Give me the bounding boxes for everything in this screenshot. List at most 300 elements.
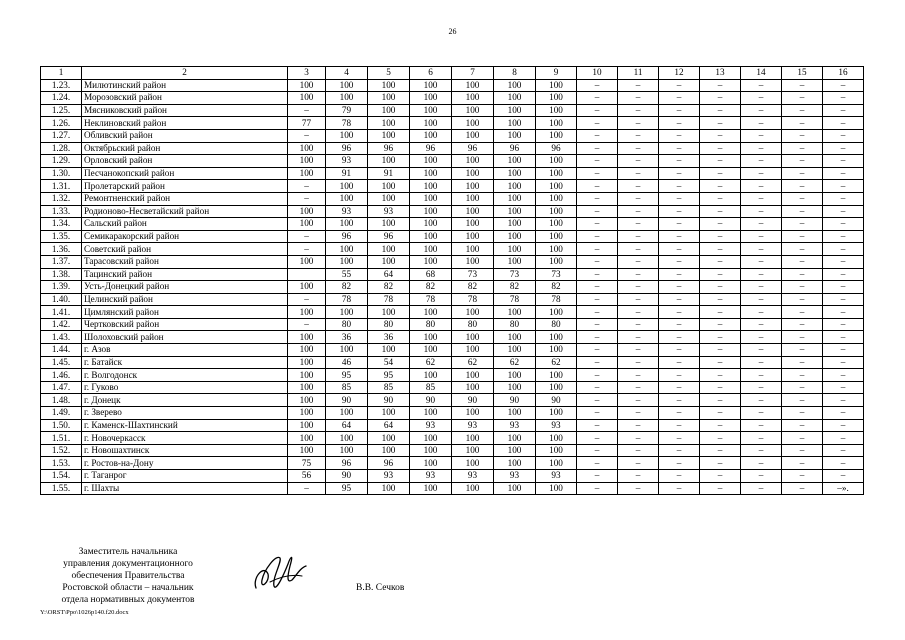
value-cell: 100 (536, 218, 577, 231)
value-cell: 78 (326, 117, 368, 130)
value-cell: – (700, 432, 741, 445)
value-cell: 100 (288, 381, 326, 394)
value-cell: – (782, 356, 823, 369)
table-row (41, 318, 864, 331)
district-name: г. Гуково (82, 381, 288, 394)
value-cell: – (741, 192, 782, 205)
row-number: 1.36. (41, 243, 82, 256)
table-row (41, 419, 864, 432)
value-cell: – (700, 369, 741, 382)
value-cell: – (659, 230, 700, 243)
value-cell: – (618, 117, 659, 130)
value-cell: – (823, 180, 864, 193)
table-row (41, 104, 864, 117)
value-cell: 100 (410, 306, 452, 319)
value-cell: – (741, 104, 782, 117)
value-cell: – (700, 293, 741, 306)
row-number: 1.37. (41, 255, 82, 268)
row-number: 1.33. (41, 205, 82, 218)
value-cell: 36 (368, 331, 410, 344)
value-cell: – (577, 167, 618, 180)
value-cell: – (577, 470, 618, 483)
value-cell: 62 (410, 356, 452, 369)
value-cell: 100 (288, 92, 326, 105)
value-cell: – (823, 318, 864, 331)
value-cell: – (659, 92, 700, 105)
value-cell: 100 (452, 180, 494, 193)
table-row (41, 344, 864, 357)
district-name: г. Волгодонск (82, 369, 288, 382)
value-cell: 100 (494, 92, 536, 105)
value-cell: – (618, 255, 659, 268)
value-cell: 100 (326, 180, 368, 193)
value-cell: – (823, 104, 864, 117)
value-cell: – (741, 205, 782, 218)
value-cell: 100 (494, 205, 536, 218)
value-cell: 93 (368, 470, 410, 483)
value-cell: – (741, 79, 782, 92)
value-cell: 100 (288, 205, 326, 218)
value-cell: – (659, 432, 700, 445)
row-number: 1.47. (41, 381, 82, 394)
value-cell: – (577, 394, 618, 407)
value-cell: 100 (536, 79, 577, 92)
value-cell: – (659, 79, 700, 92)
row-number: 1.44. (41, 344, 82, 357)
value-cell: 100 (288, 306, 326, 319)
district-name: Цимлянский район (82, 306, 288, 319)
value-cell: – (782, 129, 823, 142)
value-cell: –». (823, 482, 864, 495)
value-cell: – (782, 192, 823, 205)
value-cell: – (782, 180, 823, 193)
value-cell: – (577, 104, 618, 117)
value-cell: 96 (326, 457, 368, 470)
district-name: Обливский район (82, 129, 288, 142)
value-cell: – (700, 444, 741, 457)
value-cell: 73 (452, 268, 494, 281)
value-cell: 82 (494, 281, 536, 294)
value-cell: 62 (494, 356, 536, 369)
value-cell: – (618, 407, 659, 420)
value-cell: – (823, 444, 864, 457)
value-cell: 100 (410, 432, 452, 445)
value-cell: – (659, 117, 700, 130)
value-cell: 77 (288, 117, 326, 130)
value-cell: 93 (368, 205, 410, 218)
value-cell: 96 (368, 230, 410, 243)
value-cell: 100 (494, 167, 536, 180)
value-cell: 78 (536, 293, 577, 306)
value-cell: – (700, 79, 741, 92)
district-name: Советский район (82, 243, 288, 256)
value-cell: – (618, 129, 659, 142)
value-cell: – (700, 117, 741, 130)
value-cell: 96 (536, 142, 577, 155)
row-number: 1.39. (41, 281, 82, 294)
value-cell: 100 (410, 243, 452, 256)
value-cell: – (700, 331, 741, 344)
value-cell: – (741, 243, 782, 256)
value-cell: – (659, 268, 700, 281)
value-cell: – (618, 381, 659, 394)
value-cell: 80 (494, 318, 536, 331)
table-row (41, 293, 864, 306)
value-cell: – (700, 205, 741, 218)
value-cell: 100 (452, 444, 494, 457)
value-cell: – (782, 457, 823, 470)
value-cell: – (741, 218, 782, 231)
row-number: 1.53. (41, 457, 82, 470)
value-cell: 100 (368, 192, 410, 205)
value-cell: 91 (326, 167, 368, 180)
value-cell: 90 (410, 394, 452, 407)
value-cell: 95 (326, 369, 368, 382)
value-cell: – (659, 419, 700, 432)
table-row (41, 432, 864, 445)
value-cell: 95 (326, 482, 368, 495)
table-row (41, 444, 864, 457)
district-name: г. Батайск (82, 356, 288, 369)
value-cell: 100 (452, 243, 494, 256)
value-cell: – (741, 331, 782, 344)
value-cell: 93 (494, 470, 536, 483)
value-cell: – (823, 419, 864, 432)
column-header: 15 (782, 67, 823, 80)
value-cell: 100 (494, 444, 536, 457)
value-cell: 100 (494, 381, 536, 394)
row-number: 1.38. (41, 268, 82, 281)
value-cell: 82 (368, 281, 410, 294)
value-cell: 100 (410, 444, 452, 457)
district-name: г. Новочеркасск (82, 432, 288, 445)
value-cell: 100 (536, 457, 577, 470)
value-cell: 100 (368, 92, 410, 105)
value-cell: – (659, 344, 700, 357)
value-cell: – (618, 331, 659, 344)
value-cell: – (823, 92, 864, 105)
value-cell: 90 (494, 394, 536, 407)
data-table (40, 66, 864, 495)
value-cell: – (741, 142, 782, 155)
value-cell (288, 268, 326, 281)
value-cell: 80 (326, 318, 368, 331)
value-cell: 78 (410, 293, 452, 306)
value-cell: – (700, 142, 741, 155)
district-name: г. Новошахтинск (82, 444, 288, 457)
value-cell: 100 (536, 92, 577, 105)
district-name: г. Таганрог (82, 470, 288, 483)
value-cell: 93 (326, 155, 368, 168)
value-cell: 100 (368, 482, 410, 495)
value-cell: 100 (368, 180, 410, 193)
district-name: Октябрьский район (82, 142, 288, 155)
value-cell: – (741, 344, 782, 357)
value-cell: 100 (536, 180, 577, 193)
value-cell: 100 (326, 92, 368, 105)
value-cell: 100 (452, 218, 494, 231)
value-cell: 90 (452, 394, 494, 407)
value-cell: – (782, 293, 823, 306)
value-cell: 93 (452, 419, 494, 432)
value-cell: – (823, 470, 864, 483)
value-cell: 100 (410, 482, 452, 495)
value-cell: – (782, 344, 823, 357)
value-cell: 100 (410, 230, 452, 243)
value-cell: 100 (452, 230, 494, 243)
value-cell: 100 (494, 243, 536, 256)
table-row (41, 381, 864, 394)
value-cell: – (741, 255, 782, 268)
value-cell: – (577, 482, 618, 495)
value-cell: 100 (536, 381, 577, 394)
value-cell: – (700, 394, 741, 407)
value-cell: – (782, 318, 823, 331)
value-cell: 73 (494, 268, 536, 281)
district-name: г. Азов (82, 344, 288, 357)
value-cell: 100 (326, 344, 368, 357)
value-cell: – (577, 117, 618, 130)
value-cell: – (618, 230, 659, 243)
value-cell: – (659, 331, 700, 344)
value-cell: – (577, 192, 618, 205)
value-cell: 64 (326, 419, 368, 432)
value-cell: – (823, 218, 864, 231)
value-cell: 100 (326, 407, 368, 420)
value-cell: – (700, 129, 741, 142)
value-cell: – (782, 369, 823, 382)
value-cell: – (782, 92, 823, 105)
value-cell: 56 (288, 470, 326, 483)
value-cell: – (288, 192, 326, 205)
value-cell: 93 (410, 470, 452, 483)
value-cell: 82 (410, 281, 452, 294)
district-name: Песчанокопский район (82, 167, 288, 180)
value-cell: – (618, 444, 659, 457)
value-cell: 100 (452, 129, 494, 142)
value-cell: 100 (368, 218, 410, 231)
district-name: Чертковский район (82, 318, 288, 331)
value-cell: 100 (494, 218, 536, 231)
value-cell: – (288, 104, 326, 117)
value-cell: 100 (368, 407, 410, 420)
value-cell: – (823, 394, 864, 407)
value-cell: 100 (536, 230, 577, 243)
value-cell: 100 (452, 117, 494, 130)
value-cell: – (700, 356, 741, 369)
row-number: 1.29. (41, 155, 82, 168)
value-cell: – (577, 344, 618, 357)
table-row (41, 192, 864, 205)
value-cell: – (288, 230, 326, 243)
value-cell: 96 (452, 142, 494, 155)
value-cell: 93 (536, 419, 577, 432)
value-cell: – (659, 192, 700, 205)
value-cell: – (823, 129, 864, 142)
value-cell: – (618, 104, 659, 117)
value-cell: – (659, 142, 700, 155)
value-cell: – (288, 129, 326, 142)
value-cell: 90 (326, 470, 368, 483)
value-cell: – (741, 381, 782, 394)
value-cell: – (659, 470, 700, 483)
value-cell: – (659, 381, 700, 394)
value-cell: – (741, 155, 782, 168)
value-cell: – (659, 180, 700, 193)
column-header: 7 (452, 67, 494, 80)
value-cell: 100 (410, 180, 452, 193)
value-cell: – (618, 142, 659, 155)
value-cell: 100 (494, 155, 536, 168)
value-cell: – (741, 230, 782, 243)
value-cell: – (782, 79, 823, 92)
value-cell: – (823, 293, 864, 306)
value-cell: – (577, 218, 618, 231)
value-cell: – (700, 167, 741, 180)
value-cell: – (618, 281, 659, 294)
signature-title-line: управления документационного (63, 559, 193, 569)
value-cell: 100 (368, 104, 410, 117)
row-number: 1.41. (41, 306, 82, 319)
value-cell: 100 (494, 180, 536, 193)
value-cell: – (741, 318, 782, 331)
value-cell: 100 (326, 255, 368, 268)
value-cell: 68 (410, 268, 452, 281)
value-cell: 100 (452, 205, 494, 218)
value-cell: 100 (494, 369, 536, 382)
value-cell: 100 (368, 444, 410, 457)
value-cell: 78 (368, 293, 410, 306)
table-row (41, 167, 864, 180)
table-row (41, 142, 864, 155)
value-cell: 100 (288, 394, 326, 407)
value-cell: – (659, 243, 700, 256)
value-cell: 100 (536, 432, 577, 445)
value-cell: – (577, 318, 618, 331)
value-cell: 100 (452, 381, 494, 394)
value-cell: 62 (536, 356, 577, 369)
value-cell: 100 (288, 79, 326, 92)
value-cell: – (659, 356, 700, 369)
value-cell: 100 (368, 344, 410, 357)
value-cell: – (659, 255, 700, 268)
table-row (41, 331, 864, 344)
value-cell: 100 (494, 432, 536, 445)
value-cell: – (659, 482, 700, 495)
value-cell: 54 (368, 356, 410, 369)
value-cell: – (659, 104, 700, 117)
table-row (41, 457, 864, 470)
value-cell: – (741, 482, 782, 495)
signature-title-line: отдела нормативных документов (61, 595, 195, 605)
value-cell: – (618, 79, 659, 92)
value-cell: – (577, 293, 618, 306)
value-cell: 96 (326, 142, 368, 155)
value-cell: – (782, 255, 823, 268)
value-cell: 96 (494, 142, 536, 155)
value-cell: 93 (494, 419, 536, 432)
value-cell: 100 (536, 331, 577, 344)
value-cell: 82 (536, 281, 577, 294)
value-cell: – (782, 331, 823, 344)
value-cell: 100 (288, 167, 326, 180)
district-name: Семикаракорский район (82, 230, 288, 243)
value-cell: 93 (410, 419, 452, 432)
value-cell: 100 (410, 407, 452, 420)
row-number: 1.25. (41, 104, 82, 117)
value-cell: – (618, 268, 659, 281)
district-name: Целинский район (82, 293, 288, 306)
value-cell: – (823, 369, 864, 382)
value-cell: 100 (288, 218, 326, 231)
value-cell: – (659, 218, 700, 231)
table-row (41, 117, 864, 130)
value-cell: 96 (368, 142, 410, 155)
value-cell: – (659, 369, 700, 382)
value-cell: – (782, 205, 823, 218)
signature-title-line: обеспечения Правительства (71, 571, 185, 581)
value-cell: 75 (288, 457, 326, 470)
value-cell: – (741, 180, 782, 193)
value-cell: 64 (368, 268, 410, 281)
value-cell: – (782, 230, 823, 243)
value-cell: – (823, 117, 864, 130)
value-cell: – (618, 457, 659, 470)
value-cell: – (741, 407, 782, 420)
value-cell: 100 (410, 79, 452, 92)
value-cell: 100 (368, 117, 410, 130)
value-cell: – (700, 381, 741, 394)
value-cell: 62 (452, 356, 494, 369)
value-cell: 100 (410, 192, 452, 205)
value-cell: – (823, 205, 864, 218)
value-cell: 100 (452, 92, 494, 105)
value-cell: 100 (494, 117, 536, 130)
value-cell: 100 (288, 344, 326, 357)
value-cell: 100 (494, 457, 536, 470)
value-cell: – (700, 155, 741, 168)
value-cell: – (618, 419, 659, 432)
value-cell: 85 (410, 381, 452, 394)
value-cell: 100 (536, 167, 577, 180)
value-cell: 100 (288, 155, 326, 168)
table-row (41, 230, 864, 243)
value-cell: 100 (410, 344, 452, 357)
value-cell: 100 (452, 192, 494, 205)
value-cell: – (618, 470, 659, 483)
value-cell: 85 (368, 381, 410, 394)
column-header: 12 (659, 67, 700, 80)
value-cell: 100 (326, 129, 368, 142)
value-cell: – (823, 407, 864, 420)
table-row (41, 306, 864, 319)
value-cell: – (782, 381, 823, 394)
value-cell: 100 (494, 306, 536, 319)
column-header: 8 (494, 67, 536, 80)
column-header: 3 (288, 67, 326, 80)
value-cell: – (577, 142, 618, 155)
value-cell: 100 (288, 432, 326, 445)
value-cell: 100 (494, 344, 536, 357)
row-number: 1.51. (41, 432, 82, 445)
value-cell: – (577, 356, 618, 369)
value-cell: – (659, 444, 700, 457)
value-cell: 100 (536, 306, 577, 319)
value-cell: 100 (536, 444, 577, 457)
value-cell: – (577, 243, 618, 256)
value-cell: – (782, 155, 823, 168)
value-cell: 78 (452, 293, 494, 306)
